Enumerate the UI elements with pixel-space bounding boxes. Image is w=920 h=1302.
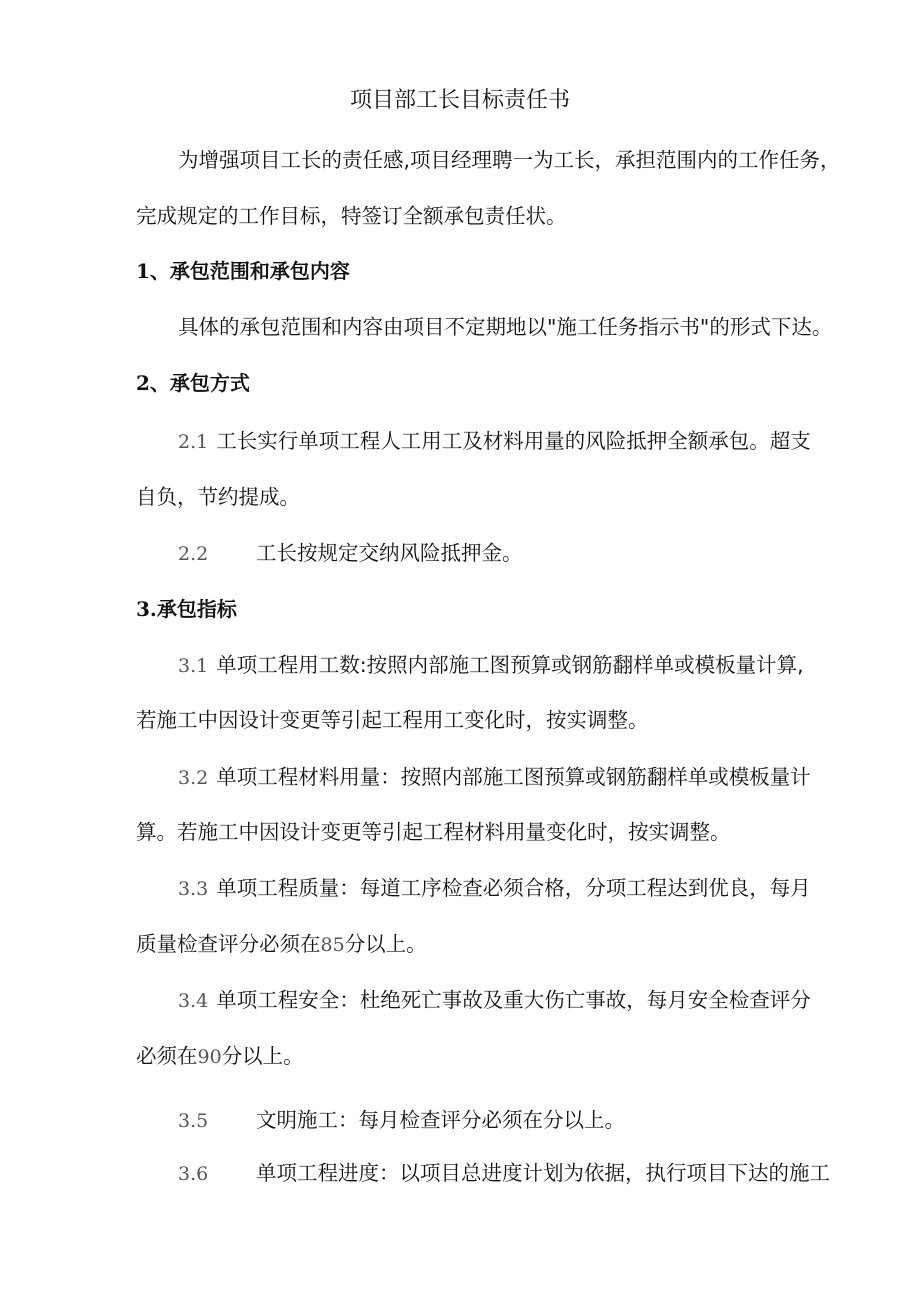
- item-2-1-text: 工长实行单项工程人工用工及材料用量的风险抵押全额承包。超支: [216, 429, 811, 453]
- item-3-2-line-2: 算。若施工中因设计变更等引起工程材料用量变化时，按实调整。: [136, 820, 731, 844]
- section-3-heading: [136, 596, 237, 622]
- item-3-3-line-1: [178, 875, 811, 902]
- section-1-heading: [136, 258, 350, 284]
- item-2-1-line-2: 自负，节约提成。: [136, 485, 300, 509]
- item-3-3-score: 85: [320, 934, 345, 956]
- item-3-4-number: 3.4: [178, 990, 209, 1012]
- item-3-4-suffix: 分以上。: [221, 1044, 304, 1068]
- intro-line-1: 为增强项目工长的责任感,项目经理聘一为工长，承担范围内的工作任务，: [178, 148, 841, 172]
- item-2-2: [178, 540, 523, 567]
- item-3-2-line-1: [178, 764, 811, 791]
- item-3-2-text: 单项工程材料用量：按照内部施工图预算或钢筋翻样单或模板量计: [216, 765, 811, 789]
- item-3-3-prefix: 质量检查评分必须在: [136, 932, 321, 956]
- item-3-5: [178, 1107, 625, 1134]
- item-3-1-line-2: 若施工中因设计变更等引起工程用工变化时，按实调整。: [136, 708, 649, 732]
- intro-line-2: 完成规定的工作目标，特签订全额承包责任状。: [136, 204, 567, 228]
- item-3-3-number: 3.3: [178, 878, 209, 900]
- item-3-4-line-1: [178, 987, 811, 1014]
- item-3-1-line-1: [178, 652, 804, 679]
- item-3-1-text: 单项工程用工数:按照内部施工图预算或钢筋翻样单或模板量计算,: [216, 653, 804, 677]
- section-1-title: 承包范围和承包内容: [169, 259, 350, 283]
- item-2-1-line-1: [178, 428, 811, 455]
- item-3-3-text: 单项工程质量：每道工序检查必须合格，分项工程达到优良，每月: [216, 876, 811, 900]
- item-3-1-number: 3.1: [178, 655, 209, 677]
- section-2-number: 2、: [136, 371, 170, 395]
- item-3-4-score: 90: [197, 1046, 222, 1068]
- item-3-4-text: 单项工程安全：杜绝死亡事故及重大伤亡事故，每月安全检查评分: [216, 988, 811, 1012]
- section-3-title: 承包指标: [156, 597, 237, 621]
- section-1-number: 1、: [136, 259, 170, 283]
- section-3-number: 3.: [136, 597, 157, 621]
- item-2-2-number: 2.2: [178, 543, 209, 565]
- item-3-5-number: 3.5: [178, 1110, 209, 1132]
- item-3-6-text: 单项工程进度：以项目总进度计划为依据，执行项目下达的施工: [256, 1161, 830, 1185]
- item-3-6: [178, 1160, 830, 1187]
- item-3-3-suffix: 分以上。: [344, 932, 427, 956]
- item-3-3-line-2: [136, 931, 427, 958]
- item-2-2-text: 工长按规定交纳风险抵押金。: [256, 541, 523, 565]
- item-3-2-number: 3.2: [178, 767, 209, 789]
- section-1-body: 具体的承包范围和内容由项目不定期地以"施工任务指示书"的形式下达。: [178, 315, 833, 339]
- item-3-6-number: 3.6: [178, 1163, 209, 1185]
- page-title: 项目部工长目标责任书: [349, 88, 570, 113]
- section-2-heading: [136, 370, 250, 396]
- item-3-4-line-2: [136, 1043, 304, 1070]
- item-3-4-prefix: 必须在: [136, 1044, 198, 1068]
- section-2-title: 承包方式: [169, 371, 250, 395]
- item-3-5-text: 文明施工：每月检查评分必须在分以上。: [256, 1108, 625, 1132]
- item-2-1-number: 2.1: [178, 431, 209, 453]
